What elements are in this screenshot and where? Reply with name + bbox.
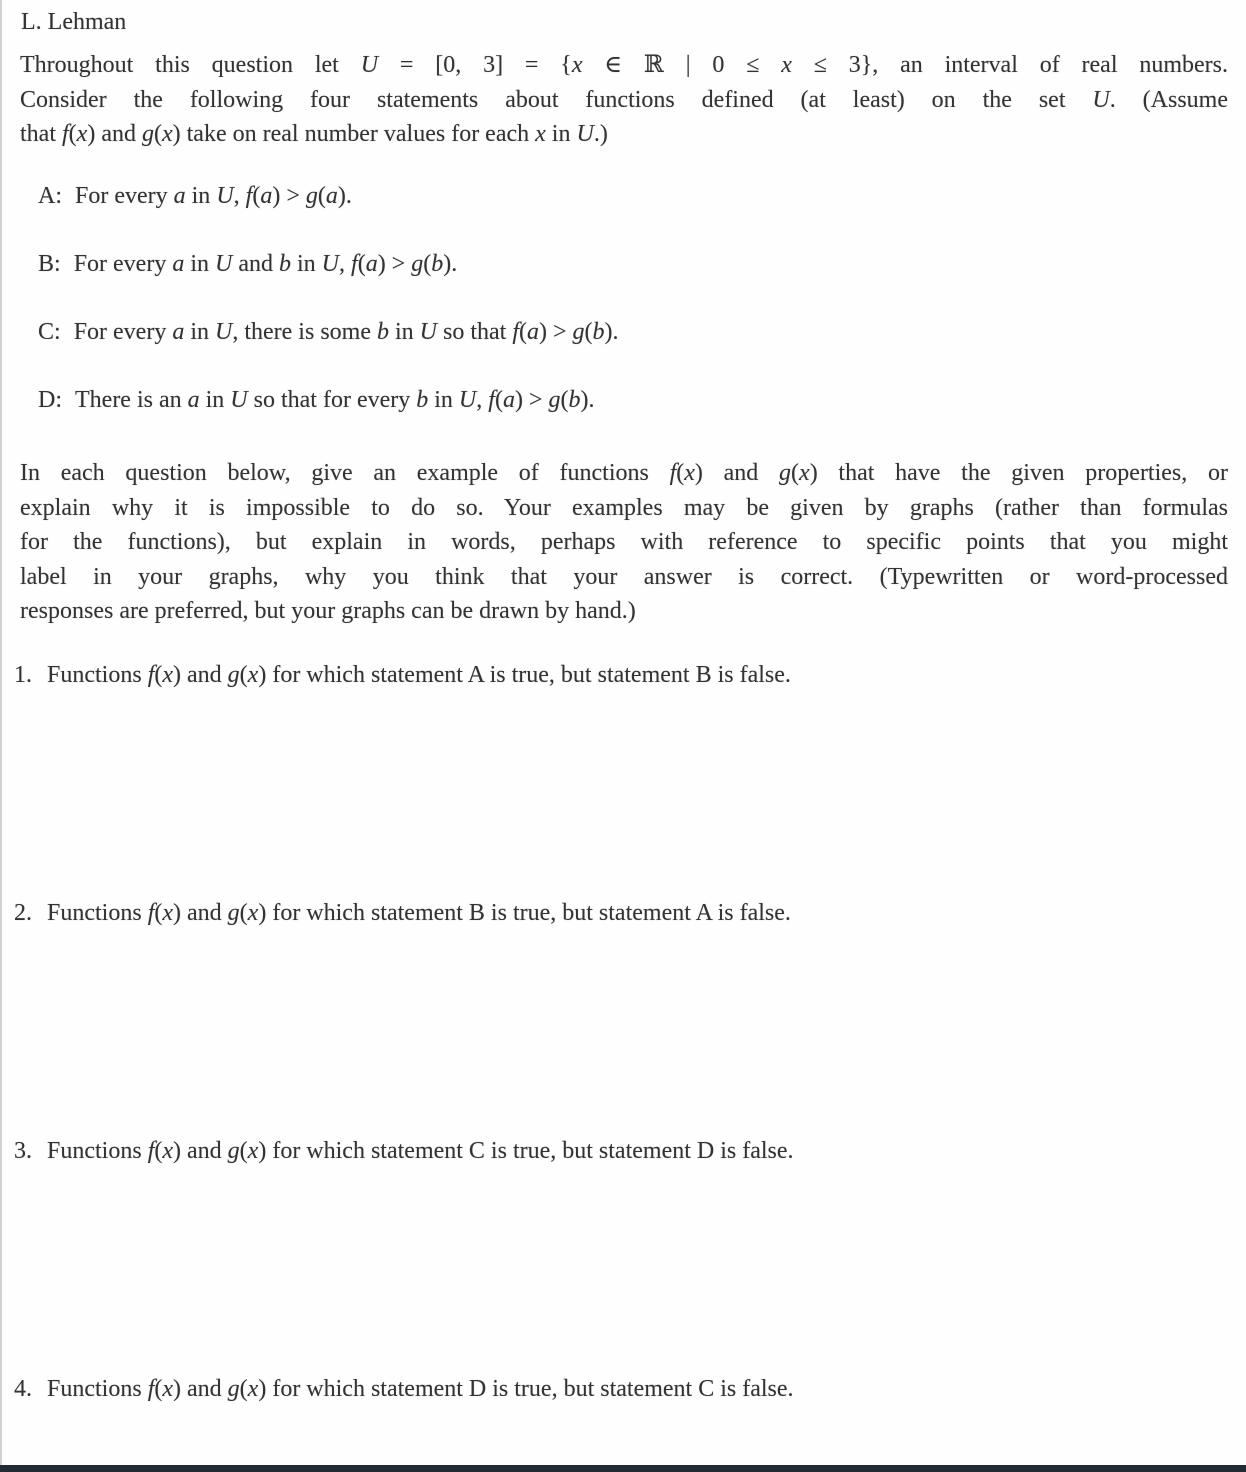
bottom-bar xyxy=(0,1465,1246,1472)
question-2-number: 2. xyxy=(14,900,32,926)
intro-line-1: Throughout this question let U = [0, 3] = {x ∈ ℝ | 0 ≤ x ≤ 3}, an interval of real numbers. xyxy=(20,52,1228,78)
question-2 xyxy=(14,900,791,927)
question-3-number: 3. xyxy=(14,1138,32,1164)
statement-b xyxy=(38,251,457,278)
statement-a xyxy=(38,183,352,210)
statement-b-label: B: xyxy=(38,251,61,277)
question-4 xyxy=(14,1376,794,1403)
page-left-edge-line xyxy=(0,0,2,1472)
instructions-line-1: In each question below, give an example of functions f(x) and g(x) that have the given properties, or xyxy=(20,460,1228,486)
question-3-text: Functions f(x) and g(x) for which statement C is true, but statement D is false. xyxy=(47,1138,794,1164)
intro-line-2: Consider the following four statements about functions defined (at least) on the set U. (Assume xyxy=(20,86,1228,113)
question-4-number: 4. xyxy=(14,1376,32,1402)
instructions-paragraph xyxy=(20,456,1228,629)
author-line: L. Lehman xyxy=(21,9,127,35)
statement-d xyxy=(38,387,594,414)
question-1 xyxy=(14,662,791,689)
instructions-line-5: responses are preferred, but your graphs can be drawn by hand.) xyxy=(20,598,636,624)
statement-d-text: There is an a in U so that for every b in U, f(a) > g(b). xyxy=(75,387,595,413)
instructions-line-3: for the functions), but explain in words, perhaps with reference to specific points that you might xyxy=(20,529,1228,555)
question-4-text: Functions f(x) and g(x) for which statement D is true, but statement C is false. xyxy=(47,1376,794,1402)
question-3 xyxy=(14,1138,794,1165)
statement-a-label: A: xyxy=(38,183,62,209)
instructions-line-4: label in your graphs, why you think that your answer is correct. (Typewritten or word-processed xyxy=(20,563,1228,590)
intro-line-3: that f(x) and g(x) take on real number values for each x in U.) xyxy=(20,121,608,147)
question-1-text: Functions f(x) and g(x) for which statement A is true, but statement B is false. xyxy=(47,662,791,688)
instructions-line-2: explain why it is impossible to do so. Your examples may be given by graphs (rather than formulas xyxy=(20,494,1228,521)
statement-a-text: For every a in U, f(a) > g(a). xyxy=(75,183,352,209)
question-1-number: 1. xyxy=(14,662,32,688)
statement-c xyxy=(38,319,619,346)
statement-d-label: D: xyxy=(38,387,62,413)
statement-b-text: For every a in U and b in U, f(a) > g(b). xyxy=(73,251,458,277)
statement-c-label: C: xyxy=(38,319,61,345)
intro-paragraph xyxy=(20,48,1228,152)
question-2-text: Functions f(x) and g(x) for which statement B is true, but statement A is false. xyxy=(47,900,791,926)
statement-c-text: For every a in U, there is some b in U so that f(a) > g(b). xyxy=(73,319,619,345)
